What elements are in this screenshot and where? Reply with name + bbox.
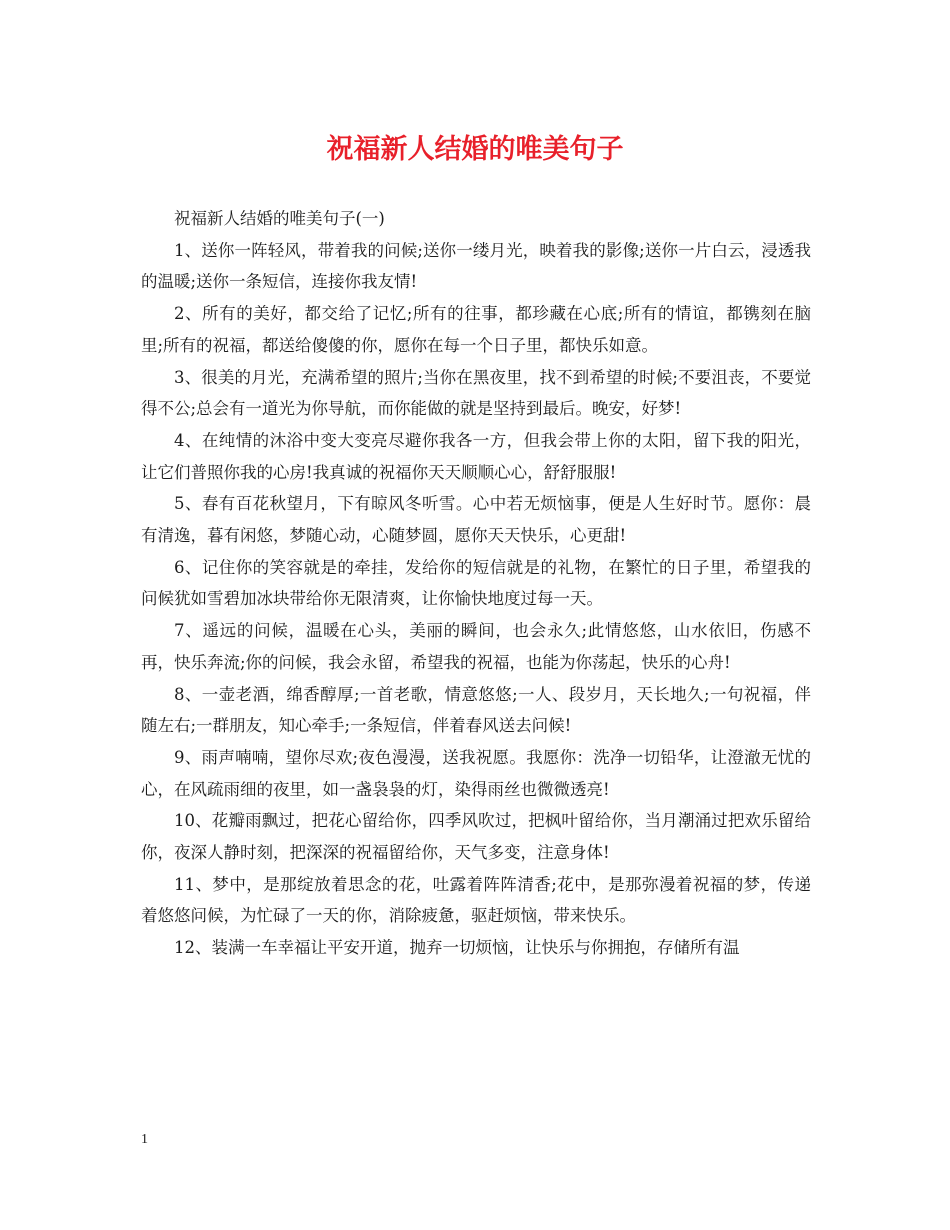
page-number: 1 <box>141 1132 148 1147</box>
paragraph-8: 8、一壶老酒，绵香醇厚;一首老歌，情意悠悠;一人、段岁月，天长地久;一句祝福，伴随左右;一群朋友，知心牵手;一条短信，伴着春风送去问候! <box>141 684 811 736</box>
document-title: 祝福新人结婚的唯美句子 <box>326 134 624 165</box>
paragraph-4: 4、在纯情的沐浴中变大变亮尽避你我各一方，但我会带上你的太阳，留下我的阳光，让它们普照你我的心房!我真诚的祝福你天天顺顺心心，舒舒服服! <box>141 430 811 482</box>
paragraph-11: 11、梦中，是那绽放着思念的花，吐露着阵阵清香;花中，是那弥漫着祝福的梦，传递着悠悠问候，为忙碌了一天的你，消除疲惫，驱赶烦恼，带来快乐。 <box>141 874 811 926</box>
paragraph-10: 10、花瓣雨飘过，把花心留给你，四季风吹过，把枫叶留给你，当月潮涌过把欢乐留给你，夜深人静时刻，把深深的祝福留给你，天气多变，注意身体! <box>141 811 811 863</box>
paragraph-3: 3、很美的月光，充满希望的照片;当你在黑夜里，找不到希望的时候;不要沮丧，不要觉得不公;总会有一道光为你导航，而你能做的就是坚持到最后。晚安，好梦! <box>141 367 811 419</box>
paragraph-2: 2、所有的美好，都交给了记忆;所有的往事，都珍藏在心底;所有的情谊，都镌刻在脑里;所有的祝福，都送给傻傻的你，愿你在每一个日子里，都快乐如意。 <box>141 304 811 355</box>
paragraph-1: 1、送你一阵轻风，带着我的问候;送你一缕月光，映着我的影像;送你一片白云，浸透我的温暖;送你一条短信，连接你我友情! <box>141 240 811 292</box>
paragraph-5: 5、春有百花秋望月，下有晾风冬听雪。心中若无烦恼事，便是人生好时节。愿你：晨有清逸，暮有闲悠，梦随心动，心随梦圆，愿你天天快乐，心更甜! <box>141 494 811 546</box>
paragraph-7: 7、遥远的问候，温暖在心头，美丽的瞬间，也会永久;此情悠悠，山水依旧，伤感不再，快乐奔流;你的问候，我会永留，希望我的祝福，也能为你荡起，快乐的心舟! <box>141 621 811 672</box>
document-body <box>141 203 811 964</box>
paragraph-12: 12、装满一车幸福让平安开道，抛弃一切烦恼，让快乐与你拥抱，存储所有温 <box>174 938 740 958</box>
paragraph-9: 9、雨声喃喃，望你尽欢;夜色漫漫，送我祝愿。我愿你：洗净一切铅华，让澄澈无忧的心，在风疏雨细的夜里，如一盏袅袅的灯，染得雨丝也微微透亮! <box>141 747 811 799</box>
paragraph-6: 6、记住你的笑容就是的牵挂，发给你的短信就是的礼物，在繁忙的日子里，希望我的问候犹如雪碧加冰块带给你无限清爽，让你愉快地度过每一天。 <box>141 557 811 609</box>
section-heading: 祝福新人结婚的唯美句子(一) <box>174 209 385 228</box>
